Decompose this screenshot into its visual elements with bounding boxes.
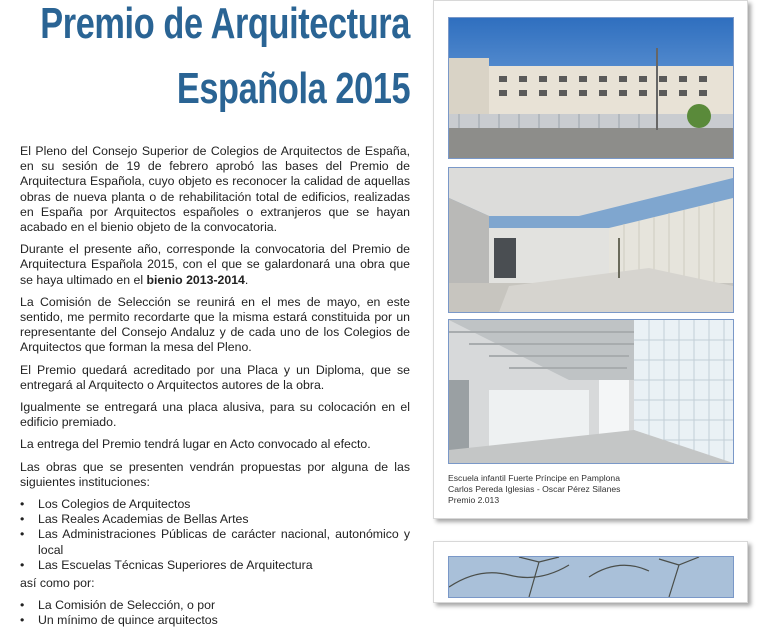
list-item: • Las Escuelas Técnicas Superiores de Arquitectura <box>38 558 410 573</box>
paragraph-convocatoria <box>20 242 410 288</box>
paragraph-intro: El Pleno del Consejo Superior de Colegios de Arquitectos de España, en su sesión de 19 de febrero aprobó las bases del Premio de Arquitectura Española, cuyo objeto es reconocer la calidad de aquellas obras de nueva planta o de rehabilitación total de edificios, realizadas en España por Arquitectos españoles o extranjeros que se hayan acabado en el bienio objeto de la convocatoria. <box>20 144 410 235</box>
bienio-highlight: bienio 2013-2014 <box>146 272 245 287</box>
list-item: • Las Administraciones Públicas de carácter nacional, autonómico y local <box>38 527 410 557</box>
photo-trees <box>448 556 734 598</box>
caption-line-3: Premio 2.013 <box>448 495 500 505</box>
list-item: • La Comisión de Selección, o por <box>38 598 410 613</box>
paragraph-comision: La Comisión de Selección se reunirá en el mes de mayo, en este sentido, me permito recordarte que la misma estará constituida por un representante del Consejo Andaluz y de cada uno de los Colegios de Arquitectos que forman la mesa del Pleno. <box>20 294 410 355</box>
title-line-1: Premio de Arquitectura <box>40 0 410 48</box>
photo-courtyard <box>448 167 734 313</box>
list-item: • Un mínimo de quince arquitectos <box>38 613 410 628</box>
caption-line-1: Escuela infantil Fuerte Príncipe en Pamplona <box>448 473 620 483</box>
others-list <box>20 598 410 628</box>
paragraph-premio: El Premio quedará acreditado por una Placa y un Diploma, que se entregará al Arquitecto o Arquitectos autores de la obra. <box>20 362 410 392</box>
photo-panel-second <box>433 541 748 603</box>
institutions-list <box>20 497 410 573</box>
title-line-2: Española 2015 <box>176 64 410 113</box>
photo-caption <box>448 473 620 506</box>
list-item: • Las Reales Academias de Bellas Artes <box>38 512 410 527</box>
paragraph-obras: Las obras que se presenten vendrán propuestas por alguna de las siguientes instituciones: <box>20 459 410 489</box>
photo-interior-corridor <box>448 319 734 464</box>
list-item: • Los Colegios de Arquitectos <box>38 497 410 512</box>
photo-building-exterior <box>448 17 734 159</box>
convocatoria-end: . <box>244 272 249 287</box>
paragraph-entrega: La entrega del Premio tendrá lugar en Acto convocado al efecto. <box>20 437 371 452</box>
photo-panel <box>433 0 748 519</box>
paragraph-placa: Igualmente se entregará una placa alusiva, para su colocación en el edificio premiado. <box>20 400 410 430</box>
as-well-label: así como por: <box>20 576 95 591</box>
article-body <box>20 144 410 632</box>
convocatoria-text: Durante el presente año, corresponde la convocatoria del Premio de Arquitectura Española 2015, con el que se galardonará una obra que se haya ultimado en el <box>20 242 410 287</box>
caption-line-2: Carlos Pereda Iglesias - Oscar Pérez Silanes <box>448 484 621 494</box>
